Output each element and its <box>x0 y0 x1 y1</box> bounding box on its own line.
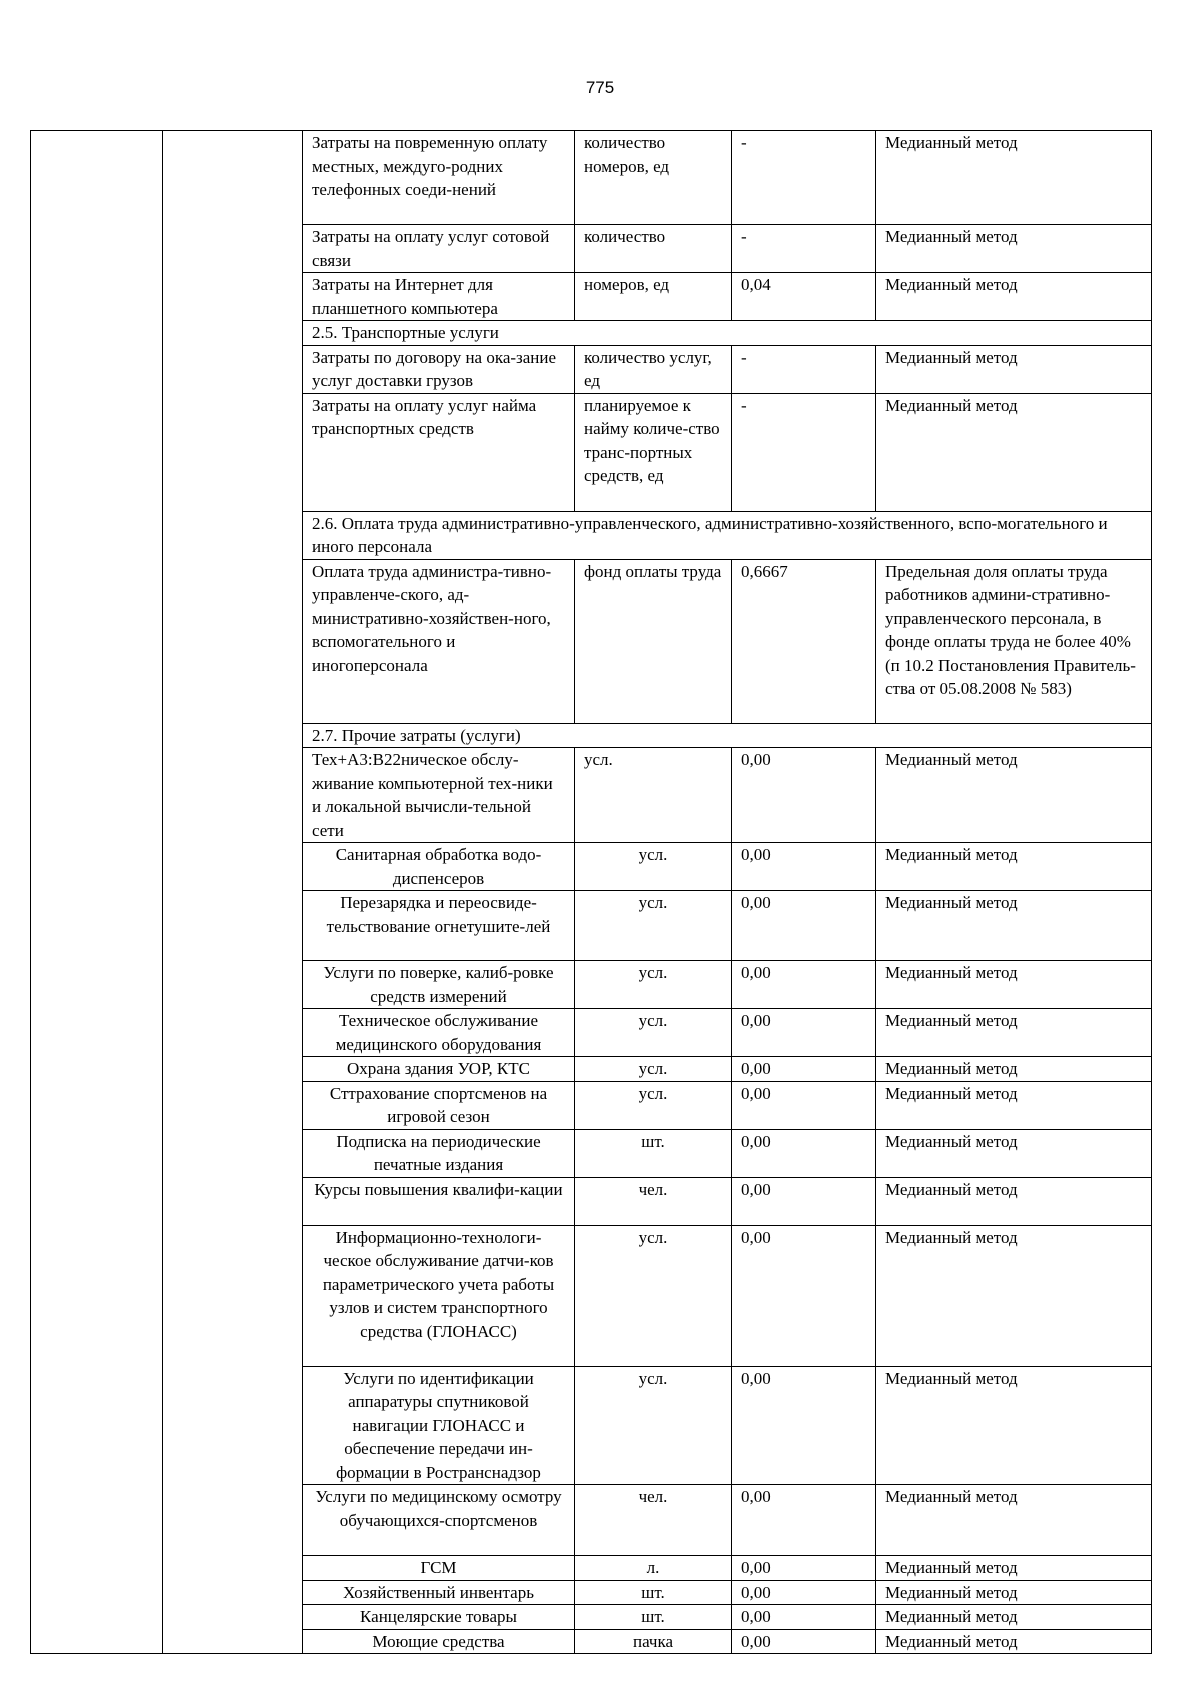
table-row <box>303 891 1152 961</box>
value-cell: 0,00 <box>732 1057 876 1082</box>
column-divider <box>162 131 163 1653</box>
table-row <box>303 1177 1152 1225</box>
section-row <box>303 511 1152 559</box>
unit-cell: усл. <box>575 1366 732 1485</box>
page-number: 775 <box>585 78 615 97</box>
cost-item-name: ГСМ <box>303 1556 575 1581</box>
method-cell: Медианный метод <box>876 345 1152 393</box>
cost-item-name: Затраты на Интернет для планшетного компьютера <box>303 273 575 321</box>
method-cell: Медианный метод <box>876 1629 1152 1654</box>
value-cell: 0,00 <box>732 1366 876 1485</box>
unit-cell: усл. <box>575 1225 732 1366</box>
table-row <box>303 225 1152 273</box>
cost-item-name: Тех+A3:B22ническое обслу-живание компьютерной тех-ники и локальной вычисли-тельной сети <box>303 748 575 843</box>
table-row <box>303 961 1152 1009</box>
value-cell: 0,00 <box>732 748 876 843</box>
cost-item-name: Затраты по договору на ока-зание услуг доставки грузов <box>303 345 575 393</box>
cost-item-name: Услуги по поверке, калиб-ровке средств измерений <box>303 961 575 1009</box>
table-row <box>303 393 1152 511</box>
unit-cell: количество номеров, ед <box>575 131 732 225</box>
value-cell: 0,00 <box>732 1556 876 1581</box>
table-row <box>303 1129 1152 1177</box>
value-cell: - <box>732 225 876 273</box>
cost-item-name: Санитарная обработка водо-диспенсеров <box>303 843 575 891</box>
method-cell: Медианный метод <box>876 1057 1152 1082</box>
table-row <box>303 1081 1152 1129</box>
method-cell: Медианный метод <box>876 843 1152 891</box>
value-cell: 0,00 <box>732 1485 876 1556</box>
section-heading: 2.6. Оплата труда административно-управленческого, административно-хозяйственного, вспо-могательного и иного персонала <box>303 511 1152 559</box>
method-cell: Предельная доля оплаты труда работников админи-стративно-управленческого персонала, в фонде оплаты труда не более 40% (п 10.2 Постановления Правитель-ства от 05.08.2008 № 583) <box>876 559 1152 723</box>
unit-cell: фонд оплаты труда <box>575 559 732 723</box>
empty-left-columns <box>30 130 302 1654</box>
cost-item-name: Затраты на повременную оплату местных, междуго-родних телефонных соеди-нений <box>303 131 575 225</box>
table-body <box>303 131 1152 1654</box>
section-heading: 2.5. Транспортные услуги <box>303 321 1152 346</box>
method-cell: Медианный метод <box>876 1580 1152 1605</box>
unit-cell: усл. <box>575 1081 732 1129</box>
value-cell: - <box>732 131 876 225</box>
unit-cell: усл. <box>575 1009 732 1057</box>
unit-cell: усл. <box>575 891 732 961</box>
unit-cell: усл. <box>575 843 732 891</box>
cost-item-name: Сттрахование спортсменов на игровой сезон <box>303 1081 575 1129</box>
table-row <box>303 1580 1152 1605</box>
cost-item-name: Услуги по медицинскому осмотру обучающихся-спортсменов <box>303 1485 575 1556</box>
cost-item-name: Информационно-технологи-ческое обслуживание датчи-ков параметрического учета работы узлов и систем транспортного средства (ГЛОНАСС) <box>303 1225 575 1366</box>
cost-item-name: Моющие средства <box>303 1629 575 1654</box>
cost-item-name: Оплата труда администра-тивно-управленче-ского, ад-министративно-хозяйствен-ного, вспомогательного и иногоперсонала <box>303 559 575 723</box>
method-cell: Медианный метод <box>876 225 1152 273</box>
unit-cell: пачка <box>575 1629 732 1654</box>
method-cell: Медианный метод <box>876 891 1152 961</box>
unit-cell: планируемое к найму количе-ство транс-портных средств, ед <box>575 393 732 511</box>
table-row <box>303 273 1152 321</box>
method-cell: Медианный метод <box>876 273 1152 321</box>
cost-item-name: Канцелярские товары <box>303 1605 575 1630</box>
table-row <box>303 1629 1152 1654</box>
value-cell: - <box>732 345 876 393</box>
table-row <box>303 1366 1152 1485</box>
value-cell: 0,6667 <box>732 559 876 723</box>
method-cell: Медианный метод <box>876 1485 1152 1556</box>
unit-cell: шт. <box>575 1605 732 1630</box>
table-row <box>303 1556 1152 1581</box>
value-cell: 0,00 <box>732 1081 876 1129</box>
value-cell: 0,00 <box>732 1580 876 1605</box>
method-cell: Медианный метод <box>876 131 1152 225</box>
unit-cell: чел. <box>575 1177 732 1225</box>
method-cell: Медианный метод <box>876 1225 1152 1366</box>
cost-item-name: Хозяйственный инвентарь <box>303 1580 575 1605</box>
section-row <box>303 723 1152 748</box>
cost-item-name: Перезарядка и переосвиде-тельствование огнетушите-лей <box>303 891 575 961</box>
unit-cell: номеров, ед <box>575 273 732 321</box>
unit-cell: л. <box>575 1556 732 1581</box>
value-cell: 0,00 <box>732 1605 876 1630</box>
value-cell: 0,00 <box>732 891 876 961</box>
table-row <box>303 1225 1152 1366</box>
table-row <box>303 1057 1152 1082</box>
value-cell: 0,00 <box>732 1009 876 1057</box>
method-cell: Медианный метод <box>876 1177 1152 1225</box>
table-row <box>303 748 1152 843</box>
cost-item-name: Услуги по идентификации аппаратуры спутниковой навигации ГЛОНАСС и обеспечение передачи ин-формации в Ространснадзор <box>303 1366 575 1485</box>
unit-cell: количество услуг, ед <box>575 345 732 393</box>
unit-cell: шт. <box>575 1580 732 1605</box>
method-cell: Медианный метод <box>876 1605 1152 1630</box>
method-cell: Медианный метод <box>876 1081 1152 1129</box>
unit-cell: усл. <box>575 748 732 843</box>
cost-item-name: Подписка на периодические печатные издания <box>303 1129 575 1177</box>
method-cell: Медианный метод <box>876 748 1152 843</box>
method-cell: Медианный метод <box>876 393 1152 511</box>
method-cell: Медианный метод <box>876 1009 1152 1057</box>
table-row <box>303 345 1152 393</box>
value-cell: 0,04 <box>732 273 876 321</box>
cost-item-name: Техническое обслуживание медицинского оборудования <box>303 1009 575 1057</box>
unit-cell: шт. <box>575 1129 732 1177</box>
unit-cell: количество <box>575 225 732 273</box>
table-row <box>303 559 1152 723</box>
cost-norms-table <box>302 130 1152 1654</box>
cost-item-name: Затраты на оплату услуг сотовой связи <box>303 225 575 273</box>
method-cell: Медианный метод <box>876 1129 1152 1177</box>
value-cell: - <box>732 393 876 511</box>
value-cell: 0,00 <box>732 843 876 891</box>
value-cell: 0,00 <box>732 1629 876 1654</box>
table-row <box>303 843 1152 891</box>
cost-item-name: Охрана здания УОР, КТС <box>303 1057 575 1082</box>
unit-cell: усл. <box>575 961 732 1009</box>
value-cell: 0,00 <box>732 961 876 1009</box>
cost-item-name: Курсы повышения квалифи-кации <box>303 1177 575 1225</box>
unit-cell: усл. <box>575 1057 732 1082</box>
table-row <box>303 1009 1152 1057</box>
table-row <box>303 131 1152 225</box>
unit-cell: чел. <box>575 1485 732 1556</box>
table-row <box>303 1605 1152 1630</box>
method-cell: Медианный метод <box>876 1556 1152 1581</box>
value-cell: 0,00 <box>732 1129 876 1177</box>
value-cell: 0,00 <box>732 1225 876 1366</box>
method-cell: Медианный метод <box>876 961 1152 1009</box>
table-row <box>303 1485 1152 1556</box>
section-heading: 2.7. Прочие затраты (услуги) <box>303 723 1152 748</box>
section-row <box>303 321 1152 346</box>
method-cell: Медианный метод <box>876 1366 1152 1485</box>
cost-item-name: Затраты на оплату услуг найма транспортных средств <box>303 393 575 511</box>
value-cell: 0,00 <box>732 1177 876 1225</box>
